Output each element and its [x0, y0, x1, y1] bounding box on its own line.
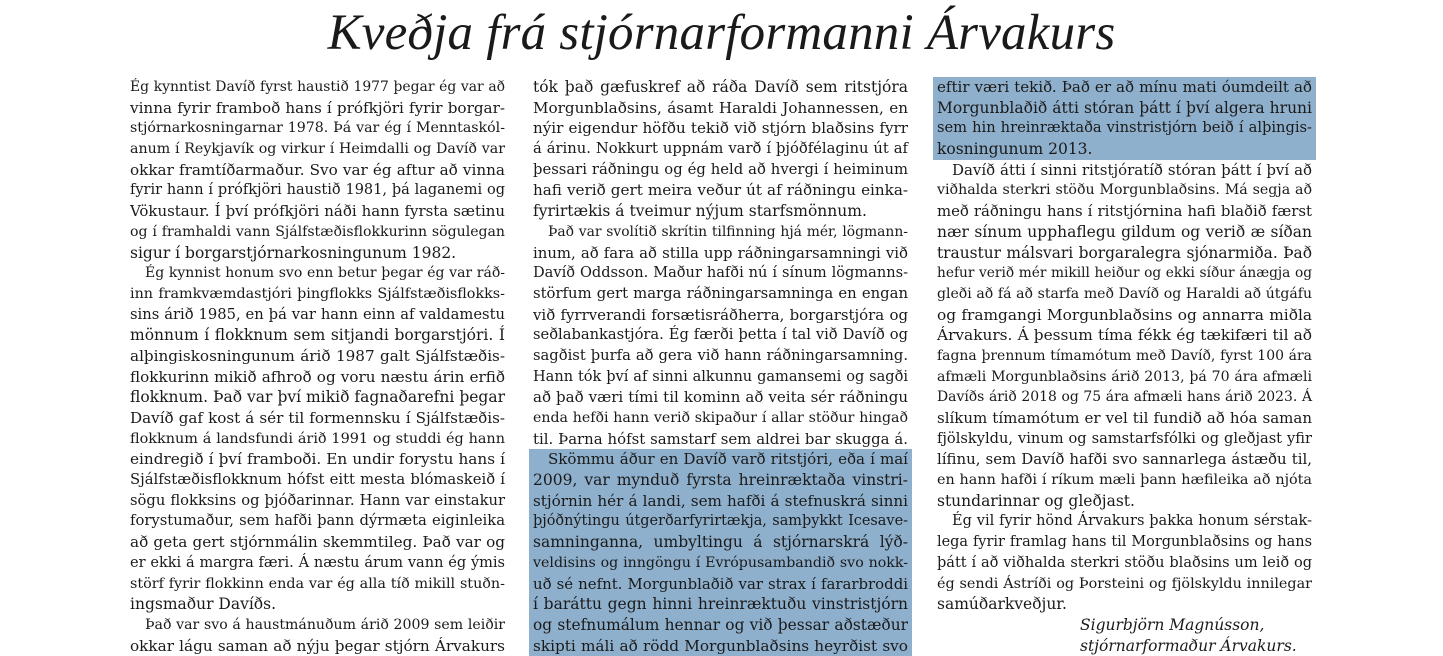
- text-line: flokknum á landsfundi árið 1991 og studdi ég hann: [130, 430, 505, 447]
- signature-title: stjórnarformaður Árvakurs.: [1080, 636, 1297, 655]
- text-line: og í framhaldi vann Sjálfstæðisflokkurinn sögulegan: [130, 223, 505, 240]
- article-column-1: [130, 77, 505, 656]
- text-line: seðlabankastjóra. Ég færði þetta í tal við Davíð og: [533, 326, 908, 344]
- text-line: lega fyrir framlag hans til Morgunblaðsins og hans: [937, 534, 1312, 551]
- text-line: hefur verið mér mikill heiður og ekki síður ánægja og: [937, 265, 1312, 282]
- text-line: sögu flokksins og þjóðarinnar. Hann var einstakur: [130, 491, 505, 509]
- text-line: nær sínum upphaflegu gildum og verið æ síðan: [937, 222, 1312, 241]
- text-line: og framgangi Morgunblaðsins og annarra miðla: [937, 305, 1312, 324]
- text-line: inn framkvæmdastjóri þingflokks Sjálfstæðisflokks-: [130, 285, 505, 302]
- text-line: Davíð gaf kost á sér til formennsku í Sjálfstæðis-: [130, 409, 505, 427]
- text-line: tók það gæfuskref að ráða Davíð sem ritstjóra: [533, 78, 908, 96]
- text-line: traustur málsvari borgaralegra sjónarmiða. Það: [937, 243, 1312, 262]
- text-line: flokknum. Það var því mikið fagnaðarefni þegar: [130, 388, 505, 407]
- text-line: fyrirtækis á tveimur nýjum starfsmönnum.: [533, 202, 867, 221]
- text-line: Það var svo á haustmánuðum árið 2009 sem leiðir: [145, 616, 505, 633]
- highlighted-text-line: stjórnin hér á landi, sem hafði á stefnuskrá sinni: [529, 491, 912, 512]
- text-line: fjölskyldu, vinum og samstarfsfólki og gleðjast yfir: [937, 429, 1312, 447]
- text-line: inum, að fara að stilla upp ráðningarsamningi við: [533, 243, 908, 262]
- text-line: til. Þarna hófst samstarf sem aldrei bar skugga á.: [533, 429, 908, 448]
- highlighted-text-line: skipti máli að rödd Morgunblaðsins heyrðist svo: [529, 636, 912, 656]
- text-line: Morgunblaðsins, ásamt Haraldi Johannessen, en: [533, 98, 908, 117]
- text-line: sins árið 1985, en þá var hann einn af valdamestu: [130, 305, 505, 323]
- text-line: enda hefði hann verið skipaður í allar stöður hingað: [533, 410, 908, 426]
- text-line: störfum gert marga ráðningarsamninga en engan: [533, 284, 908, 302]
- text-line: slíkum tímamótum er vel til fundið að hóa saman: [937, 409, 1312, 427]
- text-line: Sjálfstæðisflokknum hófst eitt mesta blómaskeið í: [130, 471, 505, 489]
- text-line: okkar framtíðarmaður. Svo var ég aftur að vinna: [130, 160, 505, 179]
- article-headline: Kveðja frá stjórnarformanni Árvakurs: [327, 5, 1116, 61]
- text-line: að geta gert stjórnmálin skemmtileg. Það var og: [130, 533, 505, 552]
- highlighted-text-line: uð sé nefnt. Morgunblaðið var strax í fararbroddi: [529, 574, 912, 595]
- highlighted-text-line: 2009, var mynduð fyrsta hreinræktaða vinstri-: [529, 470, 912, 491]
- text-line: mönnum í flokknum sem sitjandi borgarstjóri. Í: [130, 326, 505, 345]
- text-line: gleði að fá að starfa með Davíð og Haraldi að útgáfu: [937, 285, 1312, 302]
- text-line: að það væri tími til kominn að veita sér ráðningu: [533, 388, 908, 407]
- text-line: Davíð átti í sinni ritstjóratíð stóran þátt í því að: [952, 160, 1312, 179]
- text-line: Árvakurs. Á þessum tíma fékk ég tækifæri til að: [937, 326, 1312, 345]
- text-line: Það var svolítið skrítin tilfinning hjá mér, lögmann-: [548, 223, 908, 240]
- text-line: við fyrrverandi forsætisráðherra, borgarstjóra og: [533, 305, 908, 324]
- highlighted-text-line: eftir væri tekið. Það er að mínu mati óumdeilt að: [933, 77, 1316, 98]
- text-line: með ráðningu hans í ritstjórnina hafi blaðið færst: [937, 202, 1312, 221]
- text-line: sagðist þurfa að gera við hann ráðningarsamning.: [533, 346, 908, 364]
- highlighted-text-line: þjóðnýtingu útgerðarfyrirtækja, samþykkt Icesave-: [529, 511, 912, 532]
- text-line: samúðarkveðjur.: [937, 595, 1067, 614]
- text-line: flokkurinn mikið afhroð og voru næstu árin erfið: [130, 367, 505, 386]
- highlighted-text-line: í baráttu gegn hinni hreinræktuðu vinstristjórn: [529, 594, 912, 615]
- text-line: þátt í að viðhalda sterkri stöðu blaðsins um leið og: [937, 554, 1312, 571]
- text-line: Davíð Oddsson. Maður hafði nú í sínum lögmanns-: [533, 264, 908, 282]
- highlighted-text-line: kosningunum 2013.: [933, 139, 1316, 160]
- text-line: stjórnarkosningarnar 1978. Þá var ég í Menntaskól-: [130, 120, 505, 137]
- article-column-3: [937, 77, 1312, 656]
- text-line: ég sendi Ástríði og Þorsteini og fjölskyldu innilegar: [937, 575, 1312, 592]
- text-line: anum í Reykjavík og virkur í Heimdalli og Davíð var: [130, 141, 505, 158]
- text-line: en hann hafði í ríkum mæli þann hæfileika að njóta: [937, 472, 1312, 489]
- highlighted-text-line: Morgunblaðið átti stóran þátt í því algera hruni: [933, 98, 1316, 119]
- text-line: alþingiskosningunum árið 1987 galt Sjálfstæðis-: [130, 346, 505, 365]
- text-line: nýir eigendur höfðu tekið við stjórn blaðsins fyrr: [533, 119, 908, 138]
- text-line: er ekki á margra færi. Á næstu árum vann ég ýmis: [130, 554, 505, 571]
- text-line: afmæli Morgunblaðsins árið 2013, þá 70 ára afmæli: [937, 368, 1312, 385]
- text-line: vinna fyrir framboð hans í prófkjöri fyrir borgar-: [130, 98, 505, 117]
- text-line: á árinu. Nokkurt uppnám varð í þjóðfélaginu út af: [533, 140, 908, 158]
- text-line: viðhalda sterkri stöðu Morgunblaðsins. Má segja að: [937, 182, 1312, 199]
- highlighted-text-line: sem hin hreinræktaða vinstristjórn beið í alþingis-: [933, 118, 1316, 139]
- text-line: störf fyrir flokkinn enda var ég alla tíð mikill stuðn-: [130, 575, 505, 592]
- text-line: Davíðs árið 2018 og 75 ára afmæli hans árið 2023. Á: [937, 389, 1312, 406]
- highlighted-text-line: Skömmu áður en Davíð varð ritstjóri, eða í maí: [529, 449, 912, 470]
- text-line: fagna þrennum tímamótum með Davíð, fyrst 100 ára: [937, 347, 1312, 364]
- text-line: Hann tók því af sinni alkunnu gamansemi og sagði: [533, 368, 908, 385]
- text-line: sigur í borgarstjórnarkosningunum 1982.: [130, 243, 457, 262]
- text-line: okkar lágu saman að nýju þegar stjórn Árvakurs: [130, 636, 505, 655]
- article-column-2: [533, 77, 908, 656]
- text-line: Ég vil fyrir hönd Árvakurs þakka honum sérstak-: [952, 513, 1312, 530]
- highlighted-text-line: samninganna, umbyltingu á stjórnarskrá lýð-: [529, 532, 912, 553]
- text-line: lífinu, sem Davíð hafði svo sannarlega ástæðu til,: [937, 450, 1312, 469]
- highlighted-text-line: veldisins og inngöngu í Evrópusambandið svo nokk-: [529, 553, 912, 574]
- text-line: Vökustaur. Í því prófkjöri náði hann fyrsta sætinu: [130, 202, 505, 221]
- text-line: fyrir hann í prófkjöri haustið 1981, þá laganemi og: [130, 182, 505, 199]
- text-line: stundarinnar og gleðjast.: [937, 491, 1135, 510]
- text-line: þessari ráðningu og ég held að hvergi í heiminum: [533, 160, 908, 178]
- text-line: Ég kynnist honum svo enn betur þegar ég var ráð-: [145, 265, 505, 282]
- text-line: hafi verið gert meira veður út af ráðningu einka-: [533, 181, 908, 200]
- text-line: Ég kynntist Davíð fyrst haustið 1977 þegar ég var að: [130, 79, 505, 95]
- text-line: eindregið í því framboði. En undir forystu hans í: [130, 450, 505, 469]
- text-line: forystumaður, sem hafði þann dýrmæta eiginleika: [130, 512, 505, 530]
- text-line: ingsmaður Davíðs.: [130, 595, 277, 614]
- signature-name: Sigurbjörn Magnússon,: [1080, 615, 1265, 634]
- highlighted-text-line: og stefnumálum hennar og við þessar aðstæður: [529, 615, 912, 636]
